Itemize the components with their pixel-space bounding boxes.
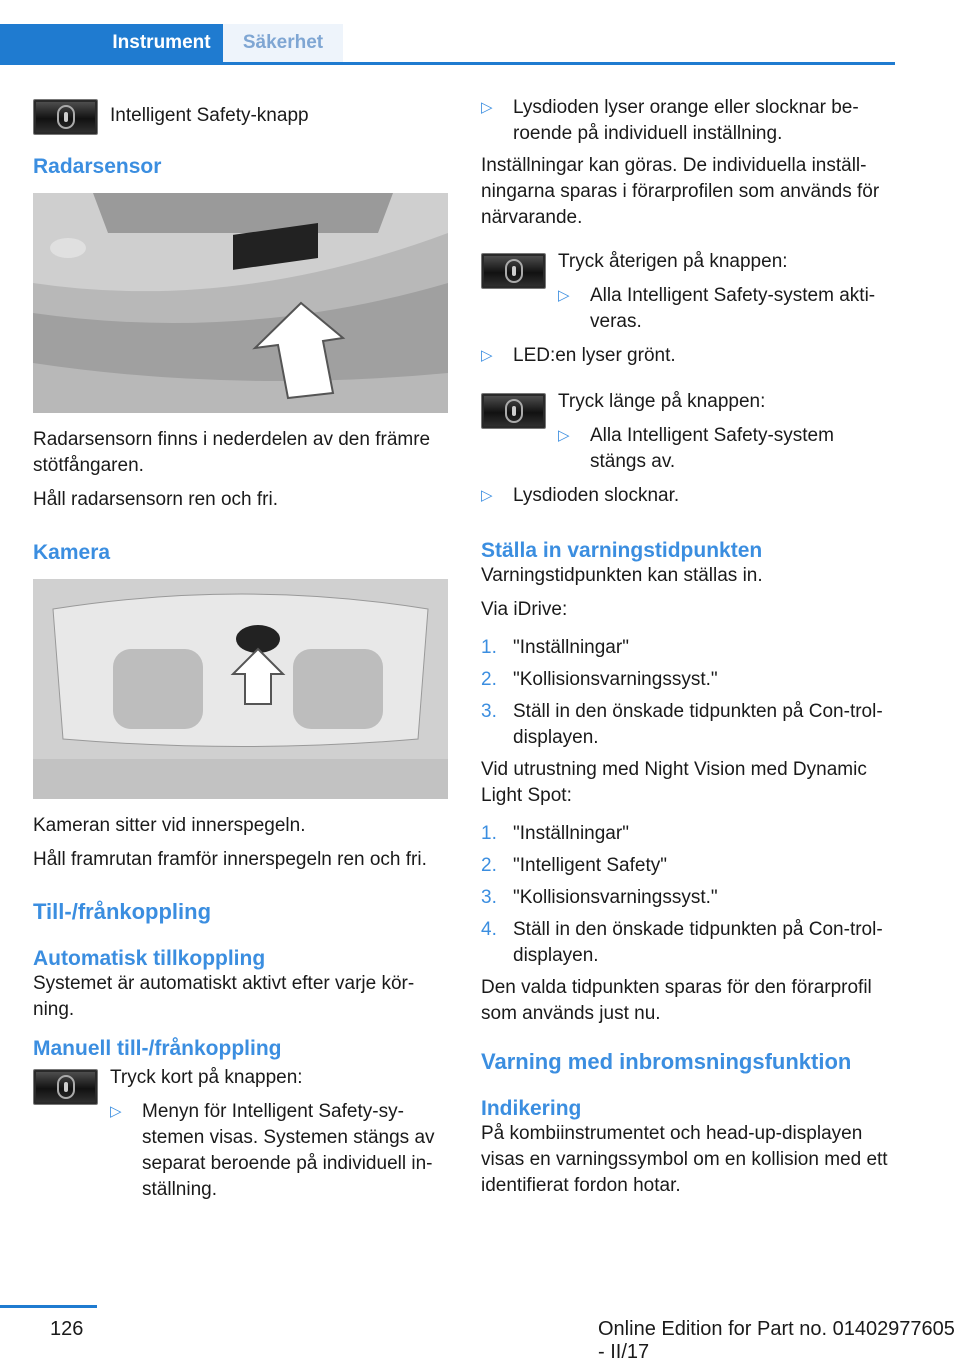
triangle-bullet-icon: ▷ [558,427,570,444]
section-tabs [0,24,895,65]
button-caption-again: Tryck återigen på knappen: [558,251,788,272]
triangle-bullet-icon: ▷ [558,287,570,304]
page-number: 126 [50,1318,84,1340]
camera-photo [33,579,448,799]
tab-instrument[interactable]: Instrument [0,24,223,62]
manuell-bullet: ▷ Menyn för Intelligent Safety-sy-stemen visas. Systemen stängs av separat beroende på individuell in-ställning. [110,1099,448,1203]
triangle-bullet-icon: ▷ [110,1103,122,1120]
list-item: 3. "Kollisionsvarningssyst." [481,887,718,908]
button-row-again [481,249,895,335]
left-column [33,95,448,1203]
heading-stalla: Ställa in varningstidpunkten [481,539,763,562]
heading-varning: Varning med inbromsningsfunktion [481,1049,852,1074]
safety-button-caption: Intelligent Safety-knapp [110,105,309,126]
auto-text: Systemet är automatiskt aktivt efter varje kör-ning. [33,973,415,1020]
heading-radarsensor: Radarsensor [33,155,162,178]
stalla-text-2: Via iDrive: [481,599,568,620]
heading-kamera: Kamera [33,541,111,564]
saved-text: Den valda tidpunkten sparas för den förarprofil som används just nu. [481,977,872,1024]
camera-text-2: Håll framrutan framför innerspegeln ren och fri. [33,849,427,870]
tab-sakerhet[interactable]: Säkerhet [223,24,343,62]
heading-till-frankoppling: Till-/frånkoppling [33,899,212,924]
list-item: 4. Ställ in den önskade tidpunkten på Con-trol-displayen. [481,919,883,966]
radar-text-1: Radarsensorn finns i nederdelen av den främre stötfångaren. [33,429,431,476]
edition-info: Online Edition for Part no. 01402977605 - II/17 [598,1318,955,1363]
radar-sensor-photo [33,193,448,413]
button-caption-long: Tryck länge på knappen: [558,391,766,412]
footer-rule [0,1305,97,1308]
idrive-steps-list [481,635,895,751]
triangle-bullet-icon: ▷ [481,487,493,504]
triangle-bullet-icon: ▷ [481,347,493,364]
settings-text: Inställningar kan göras. De individuella inställ-ningarna sparas i förarprofilen som används för närvarande. [481,155,880,228]
triangle-bullet-icon: ▷ [481,99,493,116]
list-item: 1. "Inställningar" [481,823,629,844]
heading-automatisk: Automatisk tillkoppling [33,947,266,970]
right-column [481,95,895,1207]
intelligent-safety-button-icon [481,393,546,429]
manuell-button-row [33,1065,448,1203]
bullet-deactivated: ▷ Alla Intelligent Safety-system stängs av. [558,423,895,475]
bullet-led-green: ▷ LED:en lyser grönt. [481,343,895,369]
bullet-led-off: ▷ Lysdioden slocknar. [481,483,895,509]
camera-text-1: Kameran sitter vid innerspegeln. [33,815,306,836]
radar-text-2: Håll radarsensorn ren och fri. [33,489,278,510]
stalla-text-1: Varningstidpunkten kan ställas in. [481,565,763,586]
bullet-activated: ▷ Alla Intelligent Safety-system akti-veras. [558,283,895,335]
intelligent-safety-button-icon [33,99,98,135]
manuell-button-caption: Tryck kort på knappen: [110,1067,303,1088]
list-item: 1. "Inställningar" [481,637,629,658]
heading-manuell: Manuell till-/frånkoppling [33,1037,282,1060]
night-vision-steps-list [481,821,895,969]
intelligent-safety-button-icon [481,253,546,289]
button-row-long [481,389,895,475]
safety-button-row [33,95,448,137]
list-item: 3. Ställ in den önskade tidpunkten på Con-trol-displayen. [481,701,883,748]
list-item: 2. "Kollisionsvarningssyst." [481,669,718,690]
indikering-text: På kombiinstrumentet och head-up-displayen visas en varningssymbol om en kollision med ett identifierat fordon hotar. [481,1123,888,1196]
intelligent-safety-button-icon [33,1069,98,1105]
bullet-lysdioden-orange: ▷ Lysdioden lyser orange eller slocknar be-roende på individuell inställning. [481,95,895,147]
list-item: 2. "Intelligent Safety" [481,855,667,876]
heading-indikering: Indikering [481,1097,582,1120]
night-vision-text: Vid utrustning med Night Vision med Dynamic Light Spot: [481,759,867,806]
